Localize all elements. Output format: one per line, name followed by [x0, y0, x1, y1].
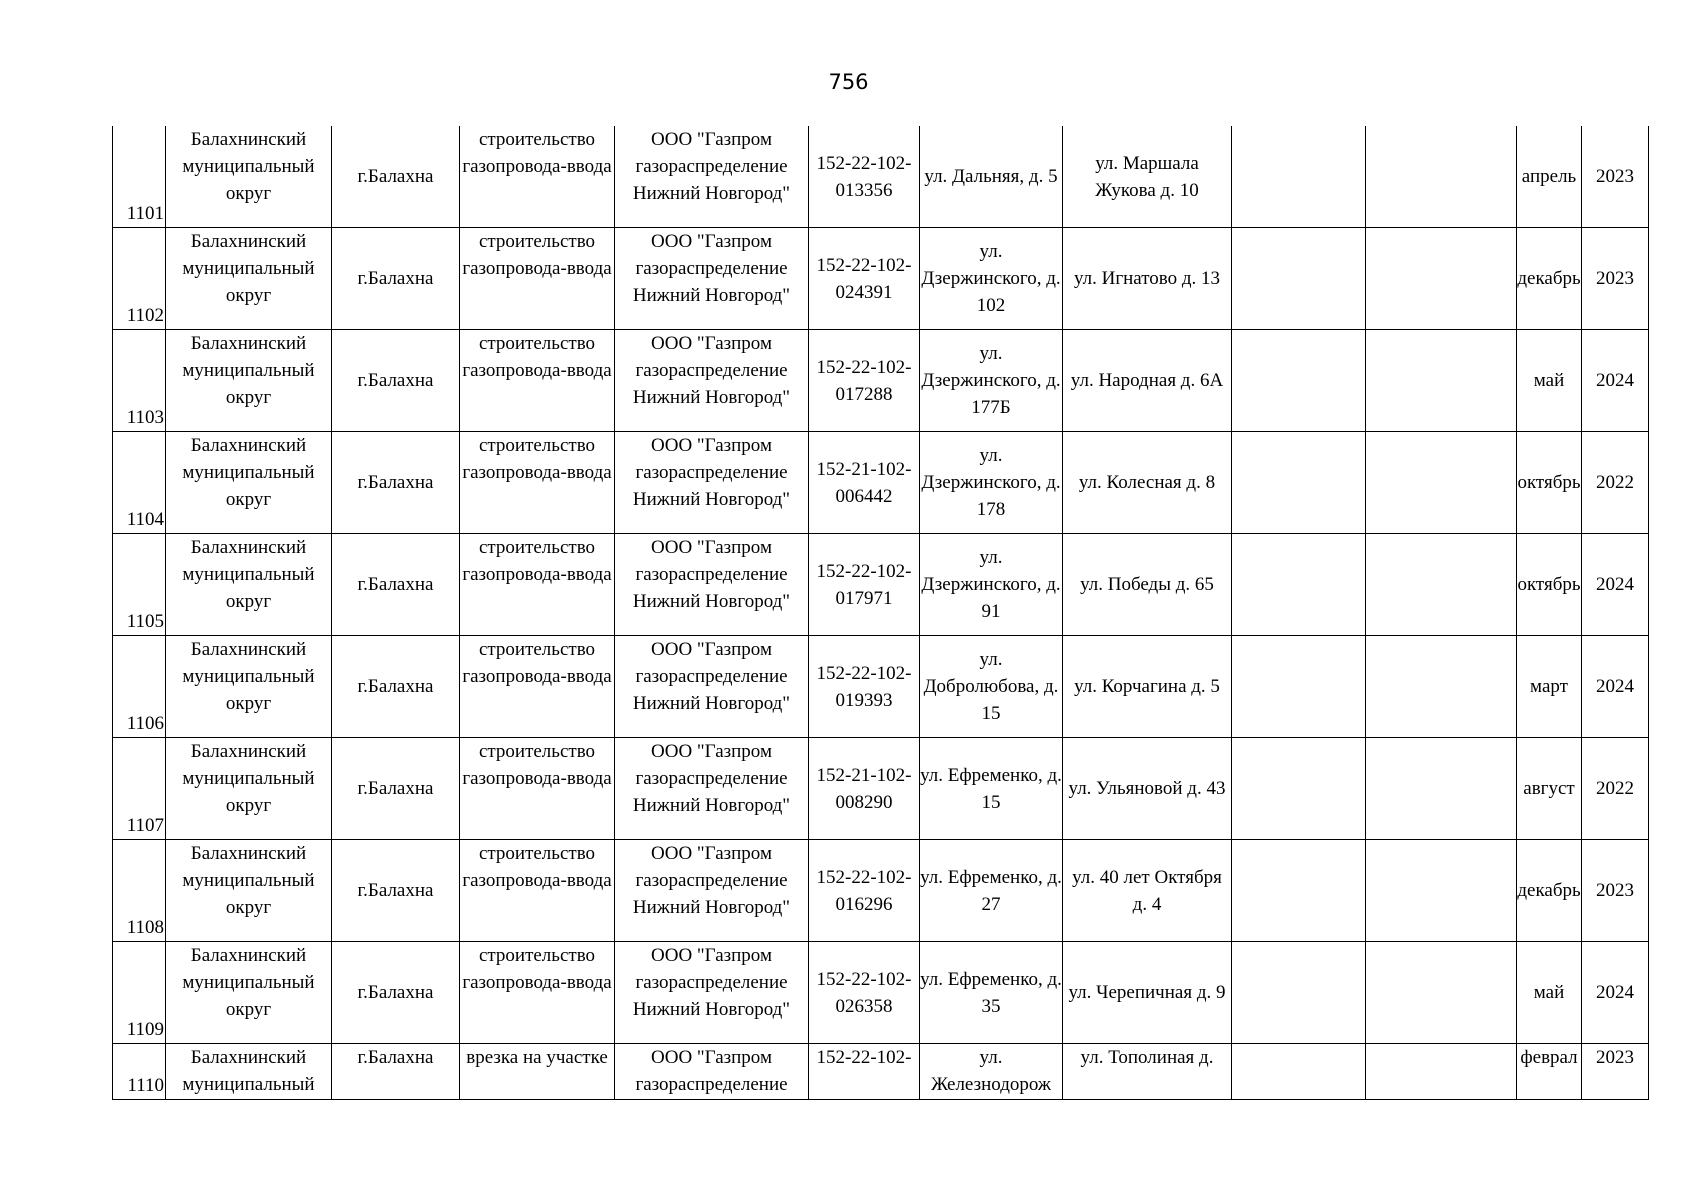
empty-cell [1366, 738, 1517, 840]
empty-cell [1366, 534, 1517, 636]
district-cell: Балахнинский муниципальный округ [166, 942, 332, 1044]
target-address-cell: ул. Ульяновой д. 43 [1063, 738, 1232, 840]
table-row [113, 228, 1649, 330]
month-cell: апрель [1517, 126, 1582, 228]
empty-cell [1232, 432, 1366, 534]
application-code-cell: 152-22-102-019393 [809, 636, 920, 738]
organization-cell: ООО "Газпром газораспределение Нижний Новгород" [615, 738, 809, 840]
source-address-cell: ул. Ефременко, д. 15 [920, 738, 1063, 840]
district-cell: Балахнинский муниципальный округ [166, 126, 332, 228]
district-cell: Балахнинский муниципальный округ [166, 330, 332, 432]
application-code-cell: 152-21-102-008290 [809, 738, 920, 840]
month-cell: декабрь [1517, 228, 1582, 330]
table-row [113, 738, 1649, 840]
empty-cell [1232, 228, 1366, 330]
city-cell: г.Балахна [332, 942, 460, 1044]
table-row [113, 840, 1649, 942]
year-cell: 2023 [1582, 840, 1649, 942]
source-address-cell: ул. Дальняя, д. 5 [920, 126, 1063, 228]
empty-cell [1366, 330, 1517, 432]
work-type-cell: строительство газопровода-ввода [460, 126, 615, 228]
source-address-cell: ул. Добролюбова, д. 15 [920, 636, 1063, 738]
empty-cell [1366, 126, 1517, 228]
year-cell: 2022 [1582, 432, 1649, 534]
target-address-cell: ул. Колесная д. 8 [1063, 432, 1232, 534]
target-address-cell: ул. Народная д. 6А [1063, 330, 1232, 432]
year-cell: 2024 [1582, 636, 1649, 738]
empty-cell [1232, 840, 1366, 942]
row-number: 1109 [113, 942, 166, 1044]
row-number: 1105 [113, 534, 166, 636]
district-cell: Балахнинский муниципальный округ [166, 534, 332, 636]
month-cell: октябрь [1517, 432, 1582, 534]
empty-cell [1232, 636, 1366, 738]
row-number: 1102 [113, 228, 166, 330]
work-type-cell: строительство газопровода-ввода [460, 636, 615, 738]
empty-cell [1366, 636, 1517, 738]
month-cell: март [1517, 636, 1582, 738]
organization-cell: ООО "Газпром газораспределение Нижний Новгород" [615, 942, 809, 1044]
row-number: 1110 [113, 1044, 166, 1100]
work-type-cell: строительство газопровода-ввода [460, 432, 615, 534]
city-cell: г.Балахна [332, 1044, 460, 1100]
table-row [113, 534, 1649, 636]
application-code-cell: 152-22-102-026358 [809, 942, 920, 1044]
source-address-cell: ул. Дзержинского, д. 91 [920, 534, 1063, 636]
month-cell: декабрь [1517, 840, 1582, 942]
organization-cell: ООО "Газпром газораспределение Нижний Новгород" [615, 636, 809, 738]
empty-cell [1366, 228, 1517, 330]
source-address-cell: ул. Железнодорож [920, 1044, 1063, 1100]
city-cell: г.Балахна [332, 432, 460, 534]
year-cell: 2024 [1582, 330, 1649, 432]
organization-cell: ООО "Газпром газораспределение Нижний Новгород" [615, 840, 809, 942]
city-cell: г.Балахна [332, 126, 460, 228]
district-cell: Балахнинский муниципальный округ [166, 228, 332, 330]
row-number: 1108 [113, 840, 166, 942]
source-address-cell: ул. Ефременко, д. 27 [920, 840, 1063, 942]
target-address-cell: ул. Победы д. 65 [1063, 534, 1232, 636]
row-number: 1104 [113, 432, 166, 534]
organization-cell: ООО "Газпром газораспределение Нижний Новгород" [615, 534, 809, 636]
work-type-cell: строительство газопровода-ввода [460, 534, 615, 636]
city-cell: г.Балахна [332, 534, 460, 636]
source-address-cell: ул. Дзержинского, д. 178 [920, 432, 1063, 534]
table-row [113, 432, 1649, 534]
empty-cell [1232, 738, 1366, 840]
application-code-cell: 152-22-102-017971 [809, 534, 920, 636]
table-body [113, 126, 1649, 1100]
empty-cell [1232, 534, 1366, 636]
district-cell: Балахнинский муниципальный [166, 1044, 332, 1100]
source-address-cell: ул. Дзержинского, д. 102 [920, 228, 1063, 330]
table-row [113, 942, 1649, 1044]
application-code-cell: 152-22-102-013356 [809, 126, 920, 228]
work-type-cell: строительство газопровода-ввода [460, 840, 615, 942]
target-address-cell: ул. Маршала Жукова д. 10 [1063, 126, 1232, 228]
application-code-cell: 152-22-102-017288 [809, 330, 920, 432]
city-cell: г.Балахна [332, 636, 460, 738]
district-cell: Балахнинский муниципальный округ [166, 432, 332, 534]
organization-cell: ООО "Газпром газораспределение [615, 1044, 809, 1100]
city-cell: г.Балахна [332, 738, 460, 840]
district-cell: Балахнинский муниципальный округ [166, 840, 332, 942]
year-cell: 2023 [1582, 228, 1649, 330]
target-address-cell: ул. Игнатово д. 13 [1063, 228, 1232, 330]
month-cell: феврал [1517, 1044, 1582, 1100]
target-address-cell: ул. Корчагина д. 5 [1063, 636, 1232, 738]
application-code-cell: 152-22-102-024391 [809, 228, 920, 330]
city-cell: г.Балахна [332, 840, 460, 942]
work-type-cell: строительство газопровода-ввода [460, 942, 615, 1044]
row-number: 1107 [113, 738, 166, 840]
gas-connection-table [112, 126, 1649, 1100]
row-number: 1101 [113, 126, 166, 228]
row-number: 1103 [113, 330, 166, 432]
organization-cell: ООО "Газпром газораспределение Нижний Новгород" [615, 126, 809, 228]
organization-cell: ООО "Газпром газораспределение Нижний Новгород" [615, 432, 809, 534]
work-type-cell: строительство газопровода-ввода [460, 330, 615, 432]
empty-cell [1366, 432, 1517, 534]
month-cell: май [1517, 942, 1582, 1044]
target-address-cell: ул. Черепичная д. 9 [1063, 942, 1232, 1044]
page-number: 756 [828, 70, 869, 94]
city-cell: г.Балахна [332, 330, 460, 432]
district-cell: Балахнинский муниципальный округ [166, 738, 332, 840]
organization-cell: ООО "Газпром газораспределение Нижний Новгород" [615, 228, 809, 330]
work-type-cell: врезка на участке [460, 1044, 615, 1100]
year-cell: 2024 [1582, 942, 1649, 1044]
application-code-cell: 152-22-102-016296 [809, 840, 920, 942]
work-type-cell: строительство газопровода-ввода [460, 228, 615, 330]
year-cell: 2023 [1582, 1044, 1649, 1100]
application-code-cell: 152-22-102- [809, 1044, 920, 1100]
table-row [113, 126, 1649, 228]
month-cell: октябрь [1517, 534, 1582, 636]
empty-cell [1366, 840, 1517, 942]
row-number: 1106 [113, 636, 166, 738]
table-row [113, 636, 1649, 738]
month-cell: август [1517, 738, 1582, 840]
source-address-cell: ул. Дзержинского, д. 177Б [920, 330, 1063, 432]
target-address-cell: ул. Тополиная д. [1063, 1044, 1232, 1100]
empty-cell [1366, 1044, 1517, 1100]
table-row [113, 1044, 1649, 1100]
empty-cell [1232, 330, 1366, 432]
year-cell: 2022 [1582, 738, 1649, 840]
source-address-cell: ул. Ефременко, д. 35 [920, 942, 1063, 1044]
month-cell: май [1517, 330, 1582, 432]
table-row [113, 330, 1649, 432]
empty-cell [1232, 126, 1366, 228]
empty-cell [1366, 942, 1517, 1044]
city-cell: г.Балахна [332, 228, 460, 330]
target-address-cell: ул. 40 лет Октября д. 4 [1063, 840, 1232, 942]
year-cell: 2024 [1582, 534, 1649, 636]
district-cell: Балахнинский муниципальный округ [166, 636, 332, 738]
organization-cell: ООО "Газпром газораспределение Нижний Новгород" [615, 330, 809, 432]
empty-cell [1232, 1044, 1366, 1100]
year-cell: 2023 [1582, 126, 1649, 228]
work-type-cell: строительство газопровода-ввода [460, 738, 615, 840]
application-code-cell: 152-21-102-006442 [809, 432, 920, 534]
empty-cell [1232, 942, 1366, 1044]
